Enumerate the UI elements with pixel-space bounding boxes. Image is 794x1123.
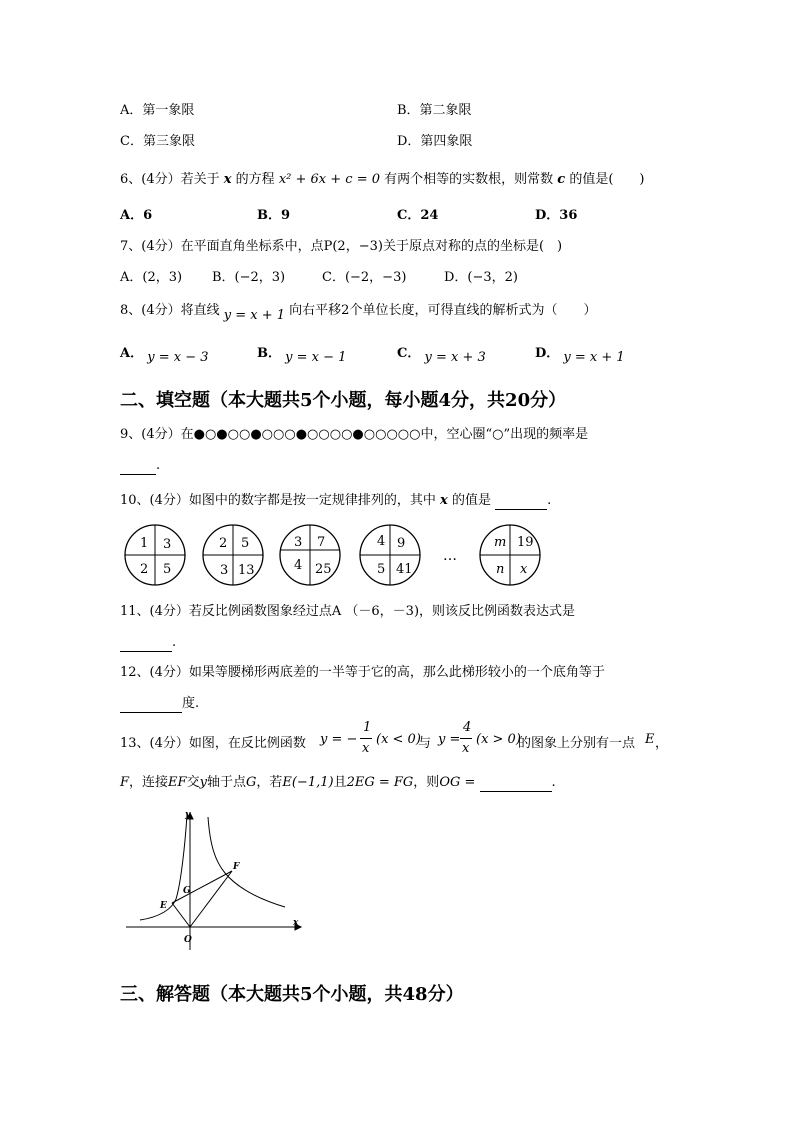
- q13-og: OG =: [439, 775, 476, 790]
- q13-l2e: 且: [333, 775, 347, 790]
- q10-end: .: [547, 493, 552, 508]
- q13-stem-line2: [120, 774, 556, 792]
- q10-circle-3: [280, 525, 340, 585]
- q13-l2d: ，若: [256, 775, 283, 790]
- segment-fo: [190, 871, 232, 927]
- q10-c5-bl: n: [496, 562, 505, 577]
- q13-cond2: 2EG = FG: [346, 775, 414, 790]
- q5-option-d: D．第四象限: [397, 134, 473, 149]
- q7-option-a: A．(2，3): [120, 270, 183, 285]
- q10-c4-tl: 4: [377, 534, 386, 549]
- q10-c3-br: 25: [315, 562, 332, 577]
- q7-option-d: D．(−3，2): [444, 270, 519, 285]
- q13-end: .: [551, 775, 556, 790]
- q6-option-a: A．6: [120, 208, 153, 223]
- q10-circle-2: [203, 525, 263, 585]
- q11-stem: 11、(4分）若反比例函数图象经过点A （－6，－3)，则该反比例函数表达式是: [120, 604, 576, 619]
- q13-mid: 与: [418, 736, 432, 751]
- q10-circle-4: [360, 525, 420, 585]
- q9-end: .: [156, 458, 161, 473]
- q13-f2-bar: [460, 738, 472, 739]
- q10-c2-tl: 2: [219, 536, 228, 551]
- q8-option-d-label: D．: [535, 346, 560, 361]
- right-hyperbola: [208, 817, 285, 907]
- q8-option-c-label: C．: [397, 346, 421, 361]
- q13-f2-lhs: y =: [438, 732, 461, 747]
- q6-var-x: x: [223, 172, 232, 187]
- q10-ellipsis: …: [443, 548, 457, 564]
- q12-answer-line: [120, 695, 199, 713]
- q6-pre: 6、(4分）若关于: [120, 172, 220, 187]
- q5-option-b: B．第二象限: [397, 103, 472, 118]
- q12-end: 度.: [182, 696, 200, 711]
- q6-option-d: D．36: [535, 208, 578, 223]
- q10-c2-bl: 3: [220, 563, 229, 578]
- q13-cond1: E(−1,1): [282, 775, 334, 790]
- q6-equation: x² + 6x + c = 0: [278, 172, 380, 187]
- q13-f2-cond: (x > 0): [476, 732, 521, 747]
- q10-var-x: x: [440, 493, 448, 508]
- q13-f1-bar: [360, 738, 372, 739]
- graph-label-e: E: [160, 901, 167, 911]
- q13-l2f: ，则: [413, 775, 440, 790]
- q6-post: 有两个相等的实数根，则常数: [384, 172, 554, 187]
- q10-circle-5: [480, 525, 540, 585]
- q13-f1-cond: (x < 0): [376, 732, 421, 747]
- q8-option-d-eq: y = x + 1: [563, 350, 625, 365]
- q8-option-a-label: A．: [120, 346, 144, 361]
- segment-eo: [172, 903, 190, 927]
- q11-blank[interactable]: [120, 637, 172, 652]
- section-2-heading: 二、填空题（本大题共5个小题，每小题4分，共20分）: [120, 390, 567, 411]
- q10-c5-br: x: [520, 562, 528, 577]
- q13-point-g: G: [245, 775, 257, 790]
- graph-label-y: y: [185, 810, 191, 820]
- q10-c4-br: 41: [396, 562, 413, 577]
- q13-graph: [120, 805, 320, 955]
- q10-c2-tr: 5: [241, 536, 250, 551]
- graph-label-o: O: [184, 935, 192, 945]
- q8-option-c-eq: y = x + 3: [424, 350, 486, 365]
- q13-ef: EF: [168, 775, 187, 790]
- q7-stem: 7、(4分）在平面直角坐标系中，点P(2，−3)关于原点对称的点的坐标是( ): [120, 239, 563, 254]
- q10-c1-bl: 2: [140, 562, 149, 577]
- q13-f1-num: 1: [363, 720, 372, 735]
- q13-post: 的图象上分别有一点: [518, 736, 636, 751]
- q9-stem: 9、(4分）在●○●○○●○○○●○○○○●○○○○○中，空心圈“○”出现的频率是: [120, 427, 589, 442]
- graph-label-x: x: [293, 918, 299, 928]
- q6-end: 的值是( ): [569, 172, 645, 187]
- q13-l2c: 轴于点: [206, 775, 246, 790]
- q13-f2-num: 4: [463, 720, 472, 735]
- q10-circle-1: [125, 525, 185, 585]
- q8-option-b-eq: y = x − 1: [285, 350, 347, 365]
- q6-option-b: B．9: [257, 208, 291, 223]
- q13-pre: 13、(4分）如图，在反比例函数: [120, 736, 306, 751]
- q10-c2-br: 13: [238, 563, 255, 578]
- q10-c5-tr: 19: [517, 535, 534, 550]
- q6-mid: 的方程: [235, 172, 275, 187]
- q13-blank[interactable]: [480, 777, 552, 792]
- q8-post: 向右平移2个单位长度，可得直线的解析式为（ ）: [289, 303, 597, 318]
- q10-pre: 10、(4分）如图中的数字都是按一定规律排列的，其中: [120, 493, 436, 508]
- graph-label-g: G: [183, 886, 191, 896]
- graph-label-f: F: [233, 862, 240, 872]
- q7-option-c: C．(−2，−3): [322, 270, 407, 285]
- q10-c1-tl: 1: [140, 536, 149, 551]
- q10-post: 的值是: [451, 493, 491, 508]
- q10-c4-tr: 9: [397, 536, 406, 551]
- q13-f1-lhs: y = −: [320, 732, 358, 747]
- section-3-heading: 三、解答题（本大题共5个小题，共48分）: [120, 984, 464, 1005]
- q6-var-c: c: [557, 172, 566, 187]
- q8-equation: y = x + 1: [223, 308, 286, 323]
- q7-option-b: B．(−2，3): [212, 270, 286, 285]
- q5-option-a: A．第一象限: [120, 103, 195, 118]
- q10-c4-bl: 5: [377, 562, 386, 577]
- q6-option-c: C．24: [397, 208, 439, 223]
- q8-option-b-label: B．: [257, 346, 281, 361]
- q13-l2b: 交: [186, 775, 200, 790]
- q13-comma: ，: [655, 736, 669, 751]
- q13-l2a: ，连接: [129, 775, 169, 790]
- q13-f2-den: x: [462, 741, 470, 756]
- q13-y: y: [199, 775, 207, 790]
- q13-point-f: F: [120, 775, 130, 790]
- q5-option-c: C．第三象限: [120, 134, 195, 149]
- q13-point-e: E: [645, 732, 655, 747]
- q10-c3-tr: 7: [317, 535, 326, 550]
- q10-c1-tr: 3: [163, 537, 172, 552]
- q8-pre: 8、(4分）将直线: [120, 303, 220, 318]
- q12-stem: 12、(4分）如果等腰梯形两底差的一半等于它的高，那么此梯形较小的一个底角等于: [120, 665, 605, 680]
- q10-c3-tl: 3: [294, 535, 303, 550]
- q11-answer-line: [120, 634, 176, 652]
- q10-c5-tl: m: [494, 535, 507, 550]
- q10-c1-br: 5: [163, 562, 172, 577]
- q8-option-a-eq: y = x − 3: [147, 350, 209, 365]
- q12-blank[interactable]: [120, 698, 182, 713]
- q10-c3-bl: 4: [294, 558, 303, 573]
- q11-end: .: [172, 635, 177, 650]
- q13-f1-den: x: [362, 741, 370, 756]
